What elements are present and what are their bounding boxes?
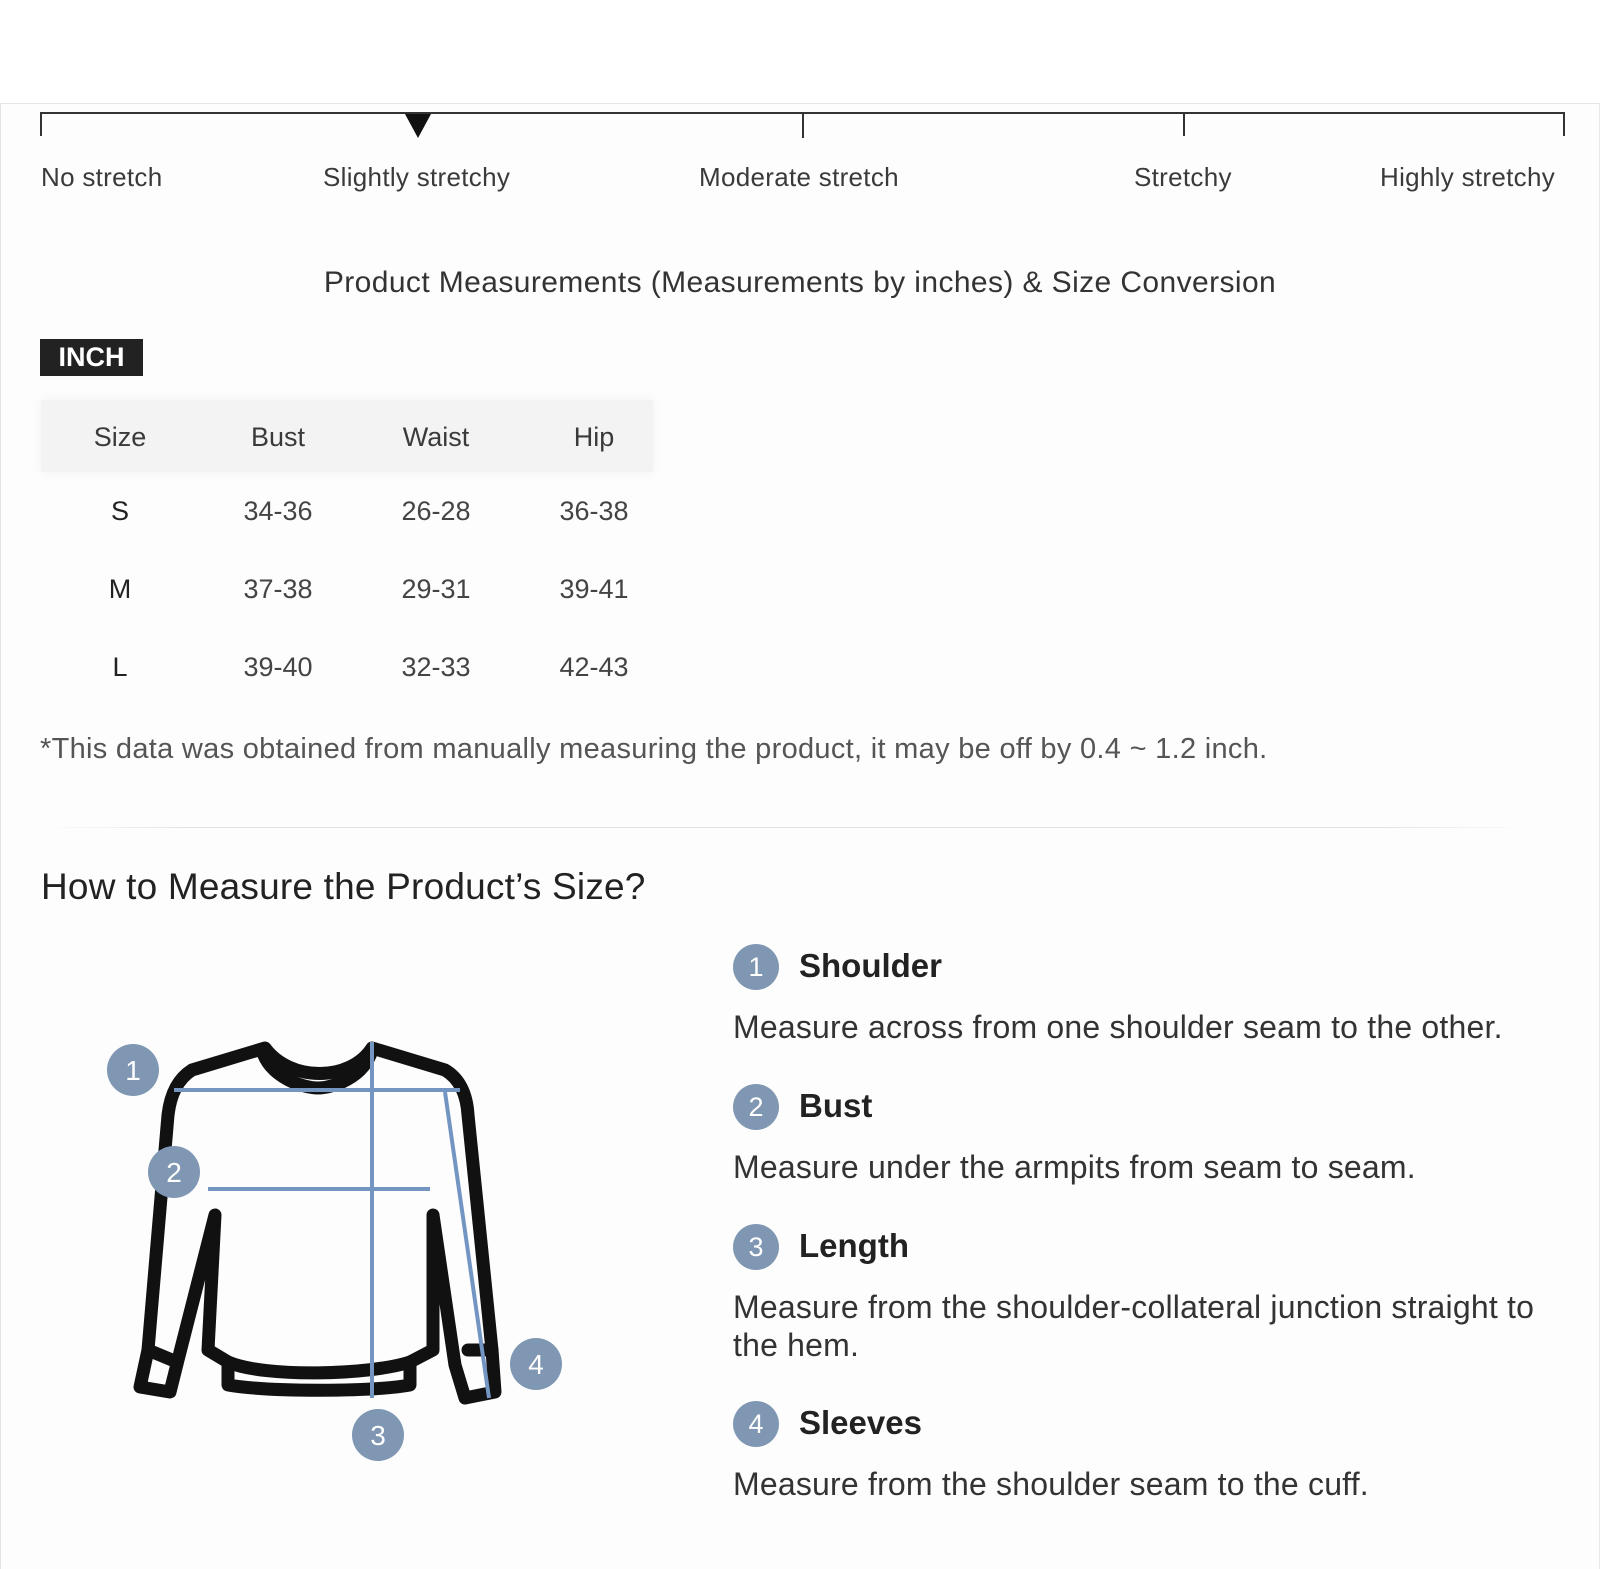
- marker-3-label: 3: [370, 1420, 386, 1451]
- stretch-pointer-icon: [405, 114, 431, 138]
- stretch-label-none: No stretch: [41, 162, 163, 192]
- step-number-badge: 3: [733, 1224, 779, 1270]
- stretch-tick-3: [1183, 112, 1185, 136]
- header-size: Size: [93, 422, 147, 452]
- stretch-tick-2: [802, 112, 804, 138]
- row-l-hip: 42-43: [559, 652, 629, 682]
- marker-1-label: 1: [125, 1055, 141, 1086]
- header-hip: Hip: [573, 422, 615, 452]
- step-number-badge: 1: [733, 944, 779, 990]
- measurements-title: Product Measurements (Measurements by inches) & Size Conversion: [323, 266, 1277, 299]
- step-description: Measure across from one shoulder seam to the other.: [733, 1009, 1503, 1045]
- row-l-waist: 32-33: [401, 652, 471, 682]
- stretch-label-slight: Slightly stretchy: [323, 162, 511, 192]
- step-description: Measure from the shoulder-collateral junction straight to the hem.: [733, 1289, 1535, 1363]
- top-banner: [0, 0, 1600, 104]
- size-table: [41, 400, 653, 682]
- marker-2-label: 2: [166, 1157, 182, 1188]
- row-m-hip: 39-41: [559, 574, 629, 604]
- stretch-tick-4: [1563, 112, 1565, 136]
- stretch-label-stretchy: Stretchy: [1134, 162, 1232, 192]
- row-l-size: L: [112, 652, 128, 682]
- how-to-measure-title: How to Measure the Product’s Size?: [41, 866, 646, 907]
- step-name: Length: [799, 1227, 909, 1264]
- unit-badge: INCH: [40, 339, 143, 376]
- step-description: Measure from the shoulder seam to the cuff.: [733, 1466, 1369, 1502]
- row-l-bust: 39-40: [243, 652, 313, 682]
- step-name: Sleeves: [799, 1404, 922, 1441]
- row-s-size: S: [110, 496, 129, 526]
- row-m-waist: 29-31: [401, 574, 471, 604]
- header-bust: Bust: [250, 422, 306, 452]
- sweater-outline-icon: [140, 1048, 495, 1398]
- stretch-label-moderate: Moderate stretch: [699, 162, 899, 192]
- left-border: [0, 103, 1, 1569]
- measure-lines: [174, 1042, 489, 1398]
- section-divider: [40, 827, 1530, 828]
- size-table-header: [41, 400, 653, 472]
- stretch-label-high: Highly stretchy: [1380, 162, 1555, 192]
- marker-4-label: 4: [528, 1349, 544, 1380]
- measurement-note: *This data was obtained from manually measuring the product, it may be off by 0.4 ~ 1.2 inch.: [40, 733, 1268, 765]
- step-number-badge: 2: [733, 1084, 779, 1130]
- step-number-badge: 4: [733, 1401, 779, 1447]
- row-s-waist: 26-28: [401, 496, 471, 526]
- step-description: Measure under the armpits from seam to seam.: [733, 1149, 1416, 1185]
- row-s-bust: 34-36: [243, 496, 313, 526]
- step-name: Bust: [799, 1087, 873, 1124]
- stretch-tick-0: [40, 112, 42, 136]
- step-name: Shoulder: [799, 947, 943, 984]
- header-waist: Waist: [402, 422, 470, 452]
- sweater-diagram: [100, 1040, 580, 1520]
- row-m-size: M: [108, 574, 132, 604]
- row-s-hip: 36-38: [559, 496, 629, 526]
- row-m-bust: 37-38: [243, 574, 313, 604]
